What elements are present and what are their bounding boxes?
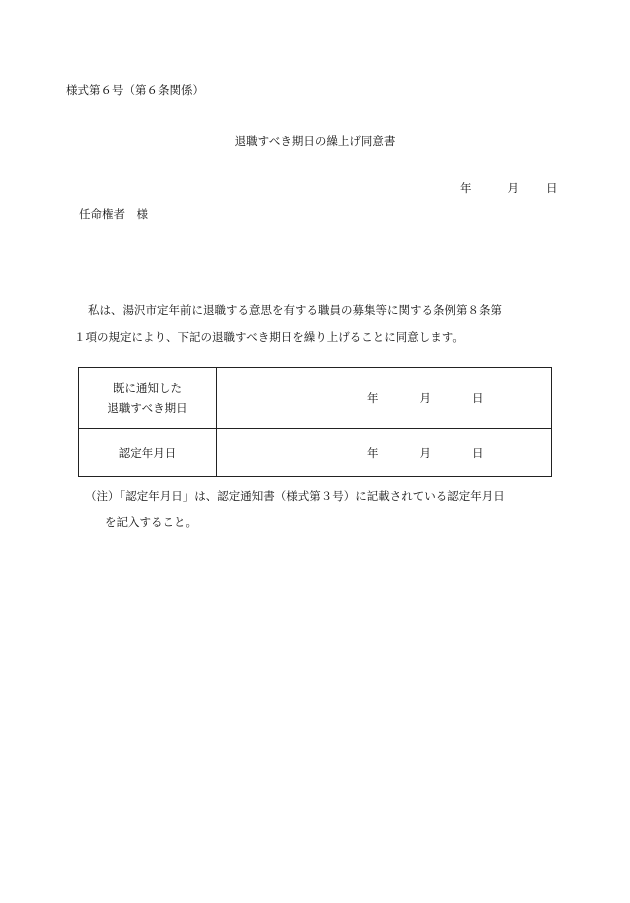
form-number: 様式第６号（第６条関係） <box>66 83 204 97</box>
row1-month: 月 <box>419 391 431 405</box>
row1-label-line2: 退職すべき期日 <box>107 401 188 415</box>
document-title: 退職すべき期日の繰上げ同意書 <box>234 134 396 148</box>
row2-label: 認定年月日 <box>79 429 217 477</box>
row1-year: 年 <box>367 391 379 405</box>
row2-year: 年 <box>367 445 379 460</box>
date-line <box>460 180 558 196</box>
row1-label-line1: 既に通知した <box>113 381 182 395</box>
row2-month: 月 <box>419 445 431 460</box>
note-line-1: （注）「認定年月日」は、認定通知書（様式第３号）に記載されている認定年月日 <box>85 489 505 503</box>
row2-date-field[interactable] <box>217 429 552 477</box>
body-text <box>66 297 556 351</box>
date-day: 日 <box>546 181 558 195</box>
note <box>85 483 565 535</box>
addressee: 任命権者 様 <box>79 207 148 221</box>
body-line-2: １項の規定により、下記の退職すべき期日を繰り上げることに同意します。 <box>74 330 464 344</box>
date-month: 月 <box>507 181 519 195</box>
info-table <box>78 367 552 477</box>
table-row <box>79 368 552 429</box>
body-line-1: 私は、湯沢市定年前に退職する意思を有する職員の募集等に関する条例第８条第 <box>88 303 502 317</box>
note-line-2: を記入すること。 <box>105 515 197 529</box>
date-year: 年 <box>460 181 472 195</box>
row1-date-field[interactable] <box>217 368 552 429</box>
row1-label <box>79 368 217 429</box>
table-row <box>79 429 552 477</box>
row1-day: 日 <box>472 391 484 405</box>
row2-day: 日 <box>472 445 484 460</box>
